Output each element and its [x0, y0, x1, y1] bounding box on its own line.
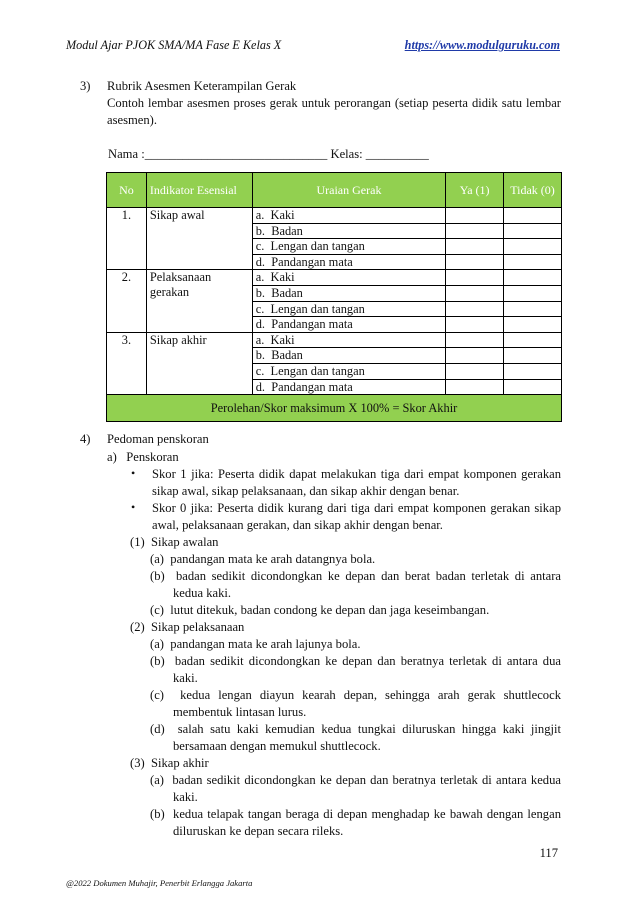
- ya-cell[interactable]: [446, 270, 504, 286]
- movement-item: a. Kaki: [252, 270, 445, 286]
- tidak-cell[interactable]: [504, 208, 562, 224]
- table-header-row: [107, 173, 562, 208]
- header-tidak: Tidak (0): [504, 173, 562, 208]
- ya-cell[interactable]: [446, 348, 504, 364]
- ya-cell[interactable]: [446, 363, 504, 379]
- movement-item: a. Kaki: [252, 208, 445, 224]
- tidak-cell[interactable]: [504, 317, 562, 333]
- part-item: (a) pandangan mata ke arah lajunya bola.: [150, 637, 361, 651]
- subsection-label: a) Penskoran: [107, 450, 179, 464]
- part-item: (d) salah satu kaki kemudian kedua tungkai diluruskan hingga kaki jingjit bersamaan dengan memukul shuttlecock.: [150, 722, 561, 753]
- bullet-icon: •: [131, 466, 136, 480]
- movement-item: c. Lengan dan tangan: [252, 363, 445, 379]
- movement-item: d. Pandangan mata: [252, 254, 445, 270]
- part-item: (b) kedua telapak tangan beraga di depan menghadap ke bawah dengan lengan diluruskan ke depan secara rileks.: [150, 807, 561, 838]
- part-item: (c) kedua lengan diayun kearah depan, sehingga arah gerak shuttlecock membentuk lintasan lurus.: [150, 688, 561, 719]
- ya-cell[interactable]: [446, 208, 504, 224]
- tidak-cell[interactable]: [504, 363, 562, 379]
- tidak-cell[interactable]: [504, 348, 562, 364]
- part-item: (a) pandangan mata ke arah datangnya bola.: [150, 552, 376, 566]
- header-no: No: [107, 173, 147, 208]
- bullet-text: Skor 1 jika: Peserta didik dapat melakukan tiga dari empat komponen gerakan sikap awal, sikap pelaksanaan, dan sikap akhir dengan benar.: [152, 467, 561, 498]
- score-formula: Perolehan/Skor maksimum X 100% = Skor Akhir: [107, 395, 562, 422]
- section-description: Contoh lembar asesmen proses gerak untuk perorangan (setiap peserta didik satu lembar asesmen).: [107, 96, 561, 127]
- header-uraian: Uraian Gerak: [252, 173, 445, 208]
- header-link[interactable]: https://www.modulguruku.com: [404, 38, 560, 52]
- header-indikator: Indikator Esensial: [146, 173, 252, 208]
- assessment-rubric-table: [106, 172, 562, 422]
- ya-cell[interactable]: [446, 223, 504, 239]
- tidak-cell[interactable]: [504, 270, 562, 286]
- tidak-cell[interactable]: [504, 301, 562, 317]
- tidak-cell[interactable]: [504, 254, 562, 270]
- movement-item: a. Kaki: [252, 332, 445, 348]
- part-item: (a) badan sedikit dicondongkan ke depan dan beratnya terletak di antara kedua kaki.: [150, 773, 561, 804]
- section-number: 4): [80, 432, 91, 446]
- table-row: [107, 270, 562, 286]
- indicator-cell: Pelaksanaan gerakan: [146, 270, 252, 332]
- table-row: [107, 208, 562, 224]
- header-ya: Ya (1): [446, 173, 504, 208]
- row-number: 2.: [107, 270, 147, 332]
- ya-cell[interactable]: [446, 254, 504, 270]
- tidak-cell[interactable]: [504, 285, 562, 301]
- ya-cell[interactable]: [446, 301, 504, 317]
- header-left: Modul Ajar PJOK SMA/MA Fase E Kelas X: [66, 38, 282, 52]
- movement-item: b. Badan: [252, 285, 445, 301]
- part-label: (1) Sikap awalan: [130, 535, 219, 549]
- row-number: 3.: [107, 332, 147, 394]
- table-footer-row: [107, 395, 562, 422]
- section-number: 3): [80, 79, 91, 93]
- bullet-icon: •: [131, 500, 136, 514]
- section-title: Pedoman penskoran: [107, 432, 209, 446]
- movement-item: c. Lengan dan tangan: [252, 239, 445, 255]
- part-label: (3) Sikap akhir: [130, 756, 209, 770]
- ya-cell[interactable]: [446, 379, 504, 395]
- tidak-cell[interactable]: [504, 379, 562, 395]
- section-title: Rubrik Asesmen Keterampilan Gerak: [107, 79, 297, 93]
- part-item: (b) badan sedikit dicondongkan ke depan dan beratnya terletak di antara dua kaki.: [150, 654, 561, 685]
- ya-cell[interactable]: [446, 285, 504, 301]
- movement-item: b. Badan: [252, 348, 445, 364]
- name-class-line: Nama :_____________________________ Kelas: __________: [108, 147, 429, 161]
- ya-cell[interactable]: [446, 239, 504, 255]
- ya-cell[interactable]: [446, 332, 504, 348]
- movement-item: d. Pandangan mata: [252, 317, 445, 333]
- tidak-cell[interactable]: [504, 223, 562, 239]
- table-row: [107, 332, 562, 348]
- movement-item: c. Lengan dan tangan: [252, 301, 445, 317]
- part-item: (c) lutut ditekuk, badan condong ke depan dan jaga keseimbangan.: [150, 603, 490, 617]
- tidak-cell[interactable]: [504, 239, 562, 255]
- part-item: (b) badan sedikit dicondongkan ke depan dan berat badan terletak di antara kedua kaki.: [150, 569, 561, 600]
- footer-copyright: @2022 Dokumen Muhajir, Penerbit Erlangga Jakarta: [66, 878, 253, 888]
- tidak-cell[interactable]: [504, 332, 562, 348]
- indicator-cell: Sikap awal: [146, 208, 252, 270]
- row-number: 1.: [107, 208, 147, 270]
- movement-item: d. Pandangan mata: [252, 379, 445, 395]
- page-number: 117: [539, 846, 558, 860]
- ya-cell[interactable]: [446, 317, 504, 333]
- indicator-cell: Sikap akhir: [146, 332, 252, 394]
- part-label: (2) Sikap pelaksanaan: [130, 620, 245, 634]
- movement-item: b. Badan: [252, 223, 445, 239]
- bullet-text: Skor 0 jika: Peserta didik kurang dari tiga dari empat komponen gerakan sikap awal, pelaksanaan gerakan, dan sikap akhir dengan benar.: [152, 501, 561, 532]
